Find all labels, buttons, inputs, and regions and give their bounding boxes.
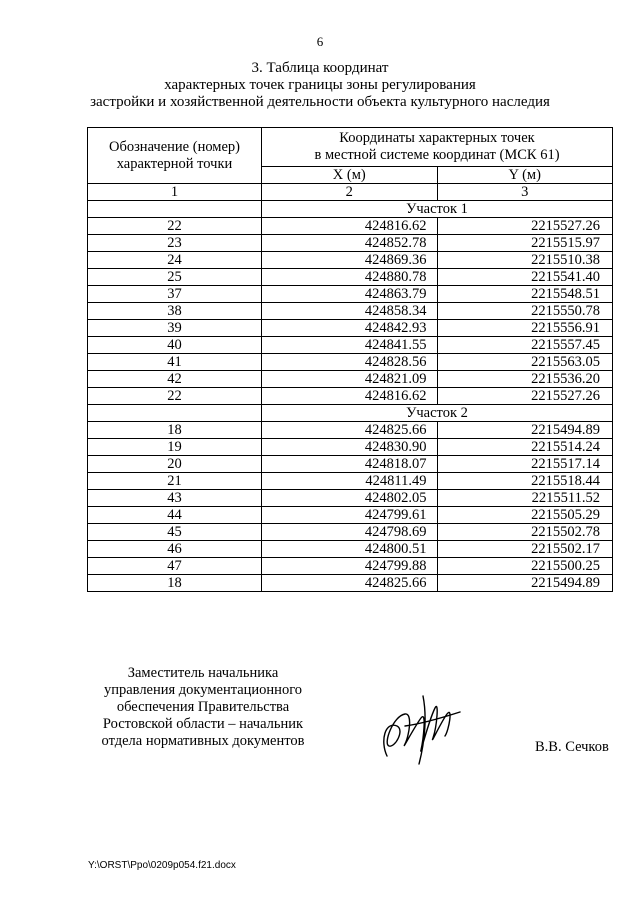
point-number: 47: [88, 558, 262, 575]
signatory-line-4: Ростовской области – начальник: [102, 716, 304, 732]
point-number: 40: [88, 337, 262, 354]
point-number: 19: [88, 439, 262, 456]
header-point-designation: [88, 128, 262, 184]
point-number: 39: [88, 320, 262, 337]
x-coordinate: 424828.56: [262, 354, 438, 371]
y-coordinate: 2215515.97: [437, 235, 613, 252]
point-number: 38: [88, 303, 262, 320]
signatory-line-1: Заместитель начальника: [127, 665, 279, 681]
x-coordinate: 424863.79: [262, 286, 438, 303]
point-number: 45: [88, 524, 262, 541]
x-coordinate: 424816.62: [262, 218, 438, 235]
table-row: [88, 218, 613, 235]
y-coordinate: 2215557.45: [437, 337, 613, 354]
y-coordinate: 2215511.52: [437, 490, 613, 507]
header-y: Y (м): [437, 167, 613, 184]
header-point-line-2: характерной точки: [116, 155, 233, 172]
handwritten-signature: [375, 686, 465, 766]
x-coordinate: 424830.90: [262, 439, 438, 456]
table-row: [88, 541, 613, 558]
y-coordinate: 2215536.20: [437, 371, 613, 388]
section-label: Участок 1: [262, 201, 613, 218]
table-row: [88, 303, 613, 320]
table-row: [88, 337, 613, 354]
y-coordinate: 2215518.44: [437, 473, 613, 490]
table-row: [88, 252, 613, 269]
point-number: 43: [88, 490, 262, 507]
point-number: 20: [88, 456, 262, 473]
y-coordinate: 2215494.89: [437, 575, 613, 592]
x-coordinate: 424799.61: [262, 507, 438, 524]
table-row: [88, 575, 613, 592]
table-body: [88, 201, 613, 592]
header-coordinates: [262, 128, 613, 167]
table-row: [88, 473, 613, 490]
y-coordinate: 2215500.25: [437, 558, 613, 575]
table-row: [88, 388, 613, 405]
x-coordinate: 424869.36: [262, 252, 438, 269]
section-row: [88, 201, 613, 218]
x-coordinate: 424825.66: [262, 575, 438, 592]
signatory-position: [88, 665, 318, 750]
y-coordinate: 2215517.14: [437, 456, 613, 473]
y-coordinate: 2215505.29: [437, 507, 613, 524]
y-coordinate: 2215563.05: [437, 354, 613, 371]
page-number: 6: [316, 34, 324, 49]
section-empty-cell: [88, 405, 262, 422]
y-coordinate: 2215550.78: [437, 303, 613, 320]
y-coordinate: 2215527.26: [437, 218, 613, 235]
table-row: [88, 269, 613, 286]
x-coordinate: 424858.34: [262, 303, 438, 320]
point-number: 24: [88, 252, 262, 269]
signatory-line-5: отдела нормативных документов: [101, 733, 305, 749]
signatory-name: В.В. Сечков: [535, 739, 609, 755]
point-number: 18: [88, 422, 262, 439]
table-row: [88, 422, 613, 439]
y-coordinate: 2215494.89: [437, 422, 613, 439]
x-coordinate: 424841.55: [262, 337, 438, 354]
y-coordinate: 2215527.26: [437, 388, 613, 405]
x-coordinate: 424798.69: [262, 524, 438, 541]
y-coordinate: 2215556.91: [437, 320, 613, 337]
signatory-line-2: управления документационного: [103, 682, 303, 698]
title-line-1: 3. Таблица координат: [251, 60, 389, 76]
x-coordinate: 424816.62: [262, 388, 438, 405]
y-coordinate: 2215541.40: [437, 269, 613, 286]
table-row: [88, 558, 613, 575]
table-row: [88, 371, 613, 388]
table-row: [88, 490, 613, 507]
x-coordinate: 424825.66: [262, 422, 438, 439]
point-number: 41: [88, 354, 262, 371]
section-row: [88, 405, 613, 422]
point-number: 22: [88, 218, 262, 235]
table-row: [88, 439, 613, 456]
y-coordinate: 2215514.24: [437, 439, 613, 456]
y-coordinate: 2215548.51: [437, 286, 613, 303]
point-number: 46: [88, 541, 262, 558]
title-line-2: характерных точек границы зоны регулирования: [164, 77, 476, 93]
x-coordinate: 424852.78: [262, 235, 438, 252]
header-coords-line-2: в местной системе координат (МСК 61): [314, 147, 560, 163]
document-title: [0, 60, 640, 111]
point-number: 37: [88, 286, 262, 303]
x-coordinate: 424821.09: [262, 371, 438, 388]
point-number: 44: [88, 507, 262, 524]
signatory-line-3: обеспечения Правительства: [116, 699, 290, 715]
y-coordinate: 2215502.17: [437, 541, 613, 558]
table-row: [88, 507, 613, 524]
table-row: [88, 235, 613, 252]
x-coordinate: 424842.93: [262, 320, 438, 337]
point-number: 25: [88, 269, 262, 286]
table-row: [88, 320, 613, 337]
x-coordinate: 424818.07: [262, 456, 438, 473]
point-number: 22: [88, 388, 262, 405]
point-number: 42: [88, 371, 262, 388]
table-row: [88, 456, 613, 473]
title-line-3: застройки и хозяйственной деятельности объекта культурного наследия: [90, 94, 550, 110]
header-x: X (м): [262, 167, 438, 184]
x-coordinate: 424811.49: [262, 473, 438, 490]
x-coordinate: 424880.78: [262, 269, 438, 286]
table-row: [88, 524, 613, 541]
coordinates-table: [87, 127, 613, 592]
x-coordinate: 424799.88: [262, 558, 438, 575]
section-label: Участок 2: [262, 405, 613, 422]
point-number: 21: [88, 473, 262, 490]
x-coordinate: 424800.51: [262, 541, 438, 558]
table-row: [88, 354, 613, 371]
header-coords-line-1: Координаты характерных точек: [339, 130, 535, 146]
table-row: [88, 286, 613, 303]
footer-file-path: Y:\ORST\Ppo\0209p054.f21.docx: [88, 860, 236, 871]
col-number-3: 3: [437, 184, 613, 201]
col-number-2: 2: [262, 184, 438, 201]
x-coordinate: 424802.05: [262, 490, 438, 507]
y-coordinate: 2215510.38: [437, 252, 613, 269]
point-number: 23: [88, 235, 262, 252]
y-coordinate: 2215502.78: [437, 524, 613, 541]
point-number: 18: [88, 575, 262, 592]
section-empty-cell: [88, 201, 262, 218]
header-point-line-1: Обозначение (номер): [108, 138, 240, 155]
col-number-1: 1: [88, 184, 262, 201]
